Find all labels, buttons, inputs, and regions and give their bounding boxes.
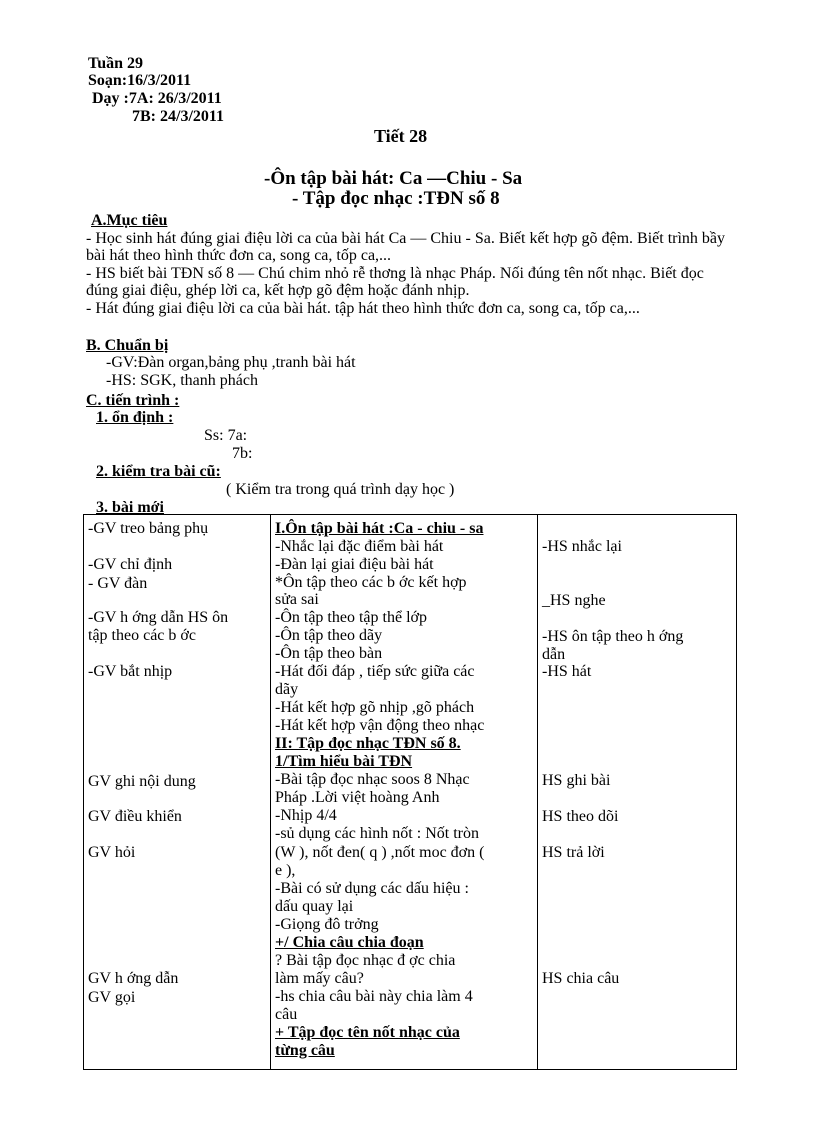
list-item: sửa sai <box>275 591 319 608</box>
list-item: _HS nghe <box>542 592 606 609</box>
list-item: GV hỏi <box>88 844 136 861</box>
list-item: -HS nhắc lại <box>542 538 622 555</box>
list-item: -Bài tập đọc nhạc soos 8 Nhạc <box>275 771 470 788</box>
list-item: dẫn <box>542 646 566 663</box>
list-item: câu <box>275 1006 298 1023</box>
list-item: -GV bắt nhịp <box>88 663 173 680</box>
list-item: HS theo dõi <box>542 808 619 825</box>
list-item: (W ), nốt đen( q ) ,nốt moc đơn ( <box>275 844 485 861</box>
list-item: -HS ôn tập theo h ớng <box>542 628 684 645</box>
section-b-heading: B. Chuẩn bị <box>86 337 169 354</box>
preparation-student: -HS: SGK, thanh phách <box>106 372 258 389</box>
list-item: -hs chia câu bài này chia làm 4 <box>275 988 473 1005</box>
list-item: -Nhịp 4/4 <box>275 807 337 824</box>
objective-paragraph-2: - HS biết bài TĐN số 8 — Chú chim nhỏ rễ thơng là nhạc Pháp. Nối đúng tên nốt nhạc. Biết đọc đúng giai điệu, ghép lời ca, kết hợp gõ đệm hoặc đánh nhịp. <box>86 265 704 299</box>
content-heading: + Tập đọc tên nốt nhạc của <box>275 1024 460 1041</box>
content-heading: từng câu <box>275 1042 335 1059</box>
step-2-heading: 2. kiểm tra bài cũ: <box>96 463 221 480</box>
list-item: e ), <box>275 862 296 879</box>
list-item: -GV treo bảng phụ <box>88 520 209 537</box>
list-item: -GV chỉ định <box>88 556 173 573</box>
list-item: -Đàn lại giai điệu bài hát <box>275 556 434 573</box>
step-1-heading: 1. ổn định : <box>96 409 174 426</box>
list-item: *Ôn tập theo các b ớc kết hợp <box>275 574 467 591</box>
list-item: HS trả lời <box>542 844 605 861</box>
content-heading: II: Tập đọc nhạc TĐN số 8. <box>275 735 461 752</box>
list-item: -Giọng đô trởng <box>275 916 379 933</box>
content-heading: +/ Chia câu chia đoạn <box>275 934 424 951</box>
list-item: -Bài có sử dụng các dấu hiệu : <box>275 880 469 897</box>
lesson-title-1: -Ôn tập bài hát: Ca —Chiu - Sa <box>264 168 523 189</box>
list-item: -Hát đối đáp , tiếp sức giữa các <box>275 663 475 680</box>
step-2-note: ( Kiểm tra trong quá trình dạy học ) <box>226 481 455 498</box>
week-label: Tuần 29 <box>88 55 143 72</box>
list-item: -GV h ớng dẫn HS ôn <box>88 609 229 626</box>
list-item: ? Bài tập đọc nhạc đ ợc chia <box>275 952 456 969</box>
list-item: GV h ớng dẫn <box>88 970 179 987</box>
list-item: -Ôn tập theo dãy <box>275 627 383 644</box>
step-3-heading: 3. bài mới <box>96 499 164 516</box>
list-item: GV điều khiển <box>88 808 182 825</box>
list-item: Pháp .Lời việt hoàng Anh <box>275 789 440 806</box>
table-row <box>84 515 737 1070</box>
attendance-7b: 7b: <box>232 445 253 462</box>
list-item: -Nhắc lại đặc điểm bài hát <box>275 538 444 555</box>
list-item: GV ghi nội dung <box>88 773 196 790</box>
list-item: - GV đàn <box>88 575 148 592</box>
taught-date-7b: 7B: 24/3/2011 <box>132 108 225 125</box>
list-item: GV gọi <box>88 989 136 1006</box>
student-activities-cell <box>538 515 737 1070</box>
composed-date: Soạn:16/3/2011 <box>88 72 192 89</box>
list-item: -Ôn tập theo bàn <box>275 645 383 662</box>
list-item: -Ôn tập theo tập thể lớp <box>275 609 427 626</box>
content-heading: I.Ôn tập bài hát :Ca - chiu - sa <box>275 520 484 537</box>
list-item: HS ghi bài <box>542 772 611 789</box>
list-item: dấu quay lại <box>275 898 354 915</box>
list-item: dãy <box>275 681 299 698</box>
list-item: tập theo các b ớc <box>88 627 196 644</box>
list-item: -sủ dụng các hình nốt : Nốt tròn <box>275 825 479 842</box>
list-item: -HS hát <box>542 663 592 680</box>
teacher-activities-cell <box>84 515 271 1070</box>
objective-paragraph-1: - Học sinh hát đúng giai điệu lời ca của bài hát Ca — Chiu - Sa. Biết kết hợp gõ đệm. Biết trình bầy bài hát theo hình thức đơn ca, song ca, tốp ca,... <box>86 230 726 264</box>
lesson-number: Tiết 28 <box>374 126 428 146</box>
list-item: -Hát kết hợp vận động theo nhạc <box>275 717 485 734</box>
objective-paragraph-3: - Hát đúng giai điệu lời ca của bài hát. tập hát theo hình thức đơn ca, song ca, tốp ca,... <box>86 300 640 317</box>
lesson-title-2: - Tập đọc nhạc :TĐN số 8 <box>292 188 500 209</box>
list-item: HS chia câu <box>542 970 620 987</box>
activities-table <box>83 514 737 1070</box>
taught-date-7a: Dạy :7A: 26/3/2011 <box>92 90 222 107</box>
section-a-heading: A.Mục tiêu <box>91 212 168 229</box>
attendance-7a: Ss: 7a: <box>204 427 248 444</box>
content-heading: 1/Tìm hiểu bài TĐN <box>275 753 413 770</box>
list-item: làm mấy câu? <box>275 970 364 987</box>
list-item: -Hát kết hợp gõ nhịp ,gõ phách <box>275 699 475 716</box>
preparation-teacher: -GV:Đàn organ,bảng phụ ,tranh bài hát <box>106 354 356 371</box>
content-cell <box>271 515 538 1070</box>
section-c-heading: C. tiến trình : <box>86 392 180 409</box>
